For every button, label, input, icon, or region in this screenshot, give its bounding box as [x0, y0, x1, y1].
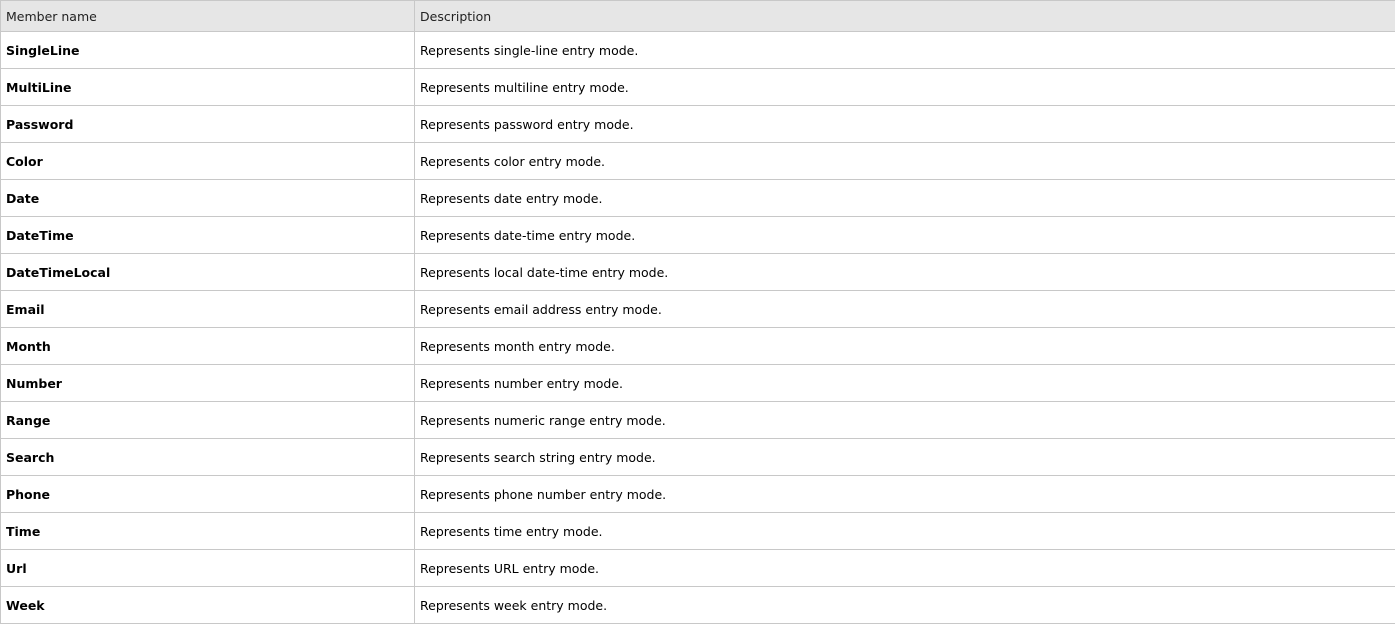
member-name-cell: MultiLine [1, 69, 415, 106]
description-cell: Represents time entry mode. [415, 513, 1395, 550]
member-name-cell: SingleLine [1, 32, 415, 69]
member-name-cell: Email [1, 291, 415, 328]
description-cell: Represents email address entry mode. [415, 291, 1395, 328]
member-name-cell: Color [1, 143, 415, 180]
description-cell: Represents single-line entry mode. [415, 32, 1395, 69]
member-name-cell: Range [1, 402, 415, 439]
description-cell: Represents numeric range entry mode. [415, 402, 1395, 439]
table-row [1, 365, 1395, 402]
table-row [1, 402, 1395, 439]
member-name-cell: Url [1, 550, 415, 587]
table-row [1, 69, 1395, 106]
table-row [1, 217, 1395, 254]
member-name-cell: Phone [1, 476, 415, 513]
description-cell: Represents month entry mode. [415, 328, 1395, 365]
column-header-description: Description [415, 1, 1395, 32]
member-name-cell: Week [1, 587, 415, 624]
table-row [1, 106, 1395, 143]
description-cell: Represents password entry mode. [415, 106, 1395, 143]
table-row [1, 513, 1395, 550]
member-name-cell: Number [1, 365, 415, 402]
table-row [1, 143, 1395, 180]
table-row [1, 476, 1395, 513]
description-cell: Represents number entry mode. [415, 365, 1395, 402]
description-cell: Represents local date-time entry mode. [415, 254, 1395, 291]
table-row [1, 291, 1395, 328]
table-row [1, 180, 1395, 217]
table-row [1, 32, 1395, 69]
table-body [1, 32, 1395, 624]
description-cell: Represents date-time entry mode. [415, 217, 1395, 254]
description-cell: Represents search string entry mode. [415, 439, 1395, 476]
description-cell: Represents color entry mode. [415, 143, 1395, 180]
member-name-cell: Date [1, 180, 415, 217]
column-header-member-name: Member name [1, 1, 415, 32]
table-header-row [1, 1, 1395, 32]
member-name-cell: Search [1, 439, 415, 476]
description-cell: Represents multiline entry mode. [415, 69, 1395, 106]
description-cell: Represents week entry mode. [415, 587, 1395, 624]
table-row [1, 328, 1395, 365]
member-name-cell: Time [1, 513, 415, 550]
member-name-cell: DateTimeLocal [1, 254, 415, 291]
table-row [1, 550, 1395, 587]
description-cell: Represents date entry mode. [415, 180, 1395, 217]
table-row [1, 254, 1395, 291]
member-name-cell: DateTime [1, 217, 415, 254]
description-cell: Represents URL entry mode. [415, 550, 1395, 587]
description-cell: Represents phone number entry mode. [415, 476, 1395, 513]
member-name-cell: Password [1, 106, 415, 143]
member-name-cell: Month [1, 328, 415, 365]
table-row [1, 587, 1395, 624]
table-row [1, 439, 1395, 476]
